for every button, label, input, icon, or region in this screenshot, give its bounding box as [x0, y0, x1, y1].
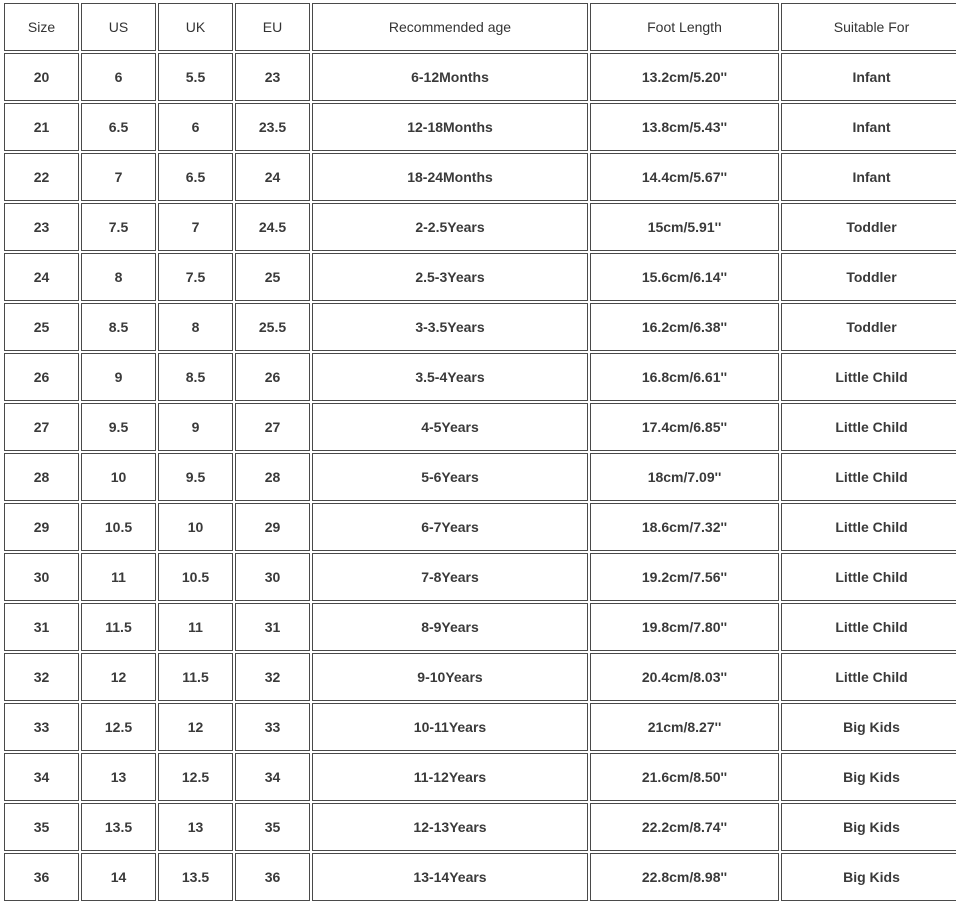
size-cell: 29: [4, 503, 79, 551]
size-cell: 32: [4, 653, 79, 701]
size-cell: 33: [4, 703, 79, 751]
table-row: [4, 603, 956, 651]
suitable-for-cell: Big Kids: [781, 703, 956, 751]
table-row: [4, 753, 956, 801]
size-cell: 20: [4, 53, 79, 101]
us-size-cell: 11.5: [81, 603, 156, 651]
table-row: [4, 803, 956, 851]
uk-size-cell: 12.5: [158, 753, 233, 801]
us-size-cell: 13: [81, 753, 156, 801]
eu-size-cell: 23: [235, 53, 310, 101]
table-row: [4, 203, 956, 251]
uk-size-cell: 13: [158, 803, 233, 851]
uk-size-cell: 7: [158, 203, 233, 251]
eu-size-cell: 35: [235, 803, 310, 851]
foot-length-cell: 18cm/7.09'': [590, 453, 779, 501]
us-size-cell: 7.5: [81, 203, 156, 251]
recommended-age-cell: 9-10Years: [312, 653, 588, 701]
eu-size-cell: 33: [235, 703, 310, 751]
recommended-age-cell: 5-6Years: [312, 453, 588, 501]
table-row: [4, 403, 956, 451]
suitable-for-cell: Little Child: [781, 503, 956, 551]
suitable-for-cell: Little Child: [781, 653, 956, 701]
us-size-cell: 10: [81, 453, 156, 501]
foot-length-cell: 16.8cm/6.61'': [590, 353, 779, 401]
uk-size-cell: 6: [158, 103, 233, 151]
table-row: [4, 53, 956, 101]
table-row: [4, 103, 956, 151]
column-header-uk: UK: [158, 3, 233, 51]
eu-size-cell: 24: [235, 153, 310, 201]
suitable-for-cell: Toddler: [781, 203, 956, 251]
size-cell: 31: [4, 603, 79, 651]
size-cell: 35: [4, 803, 79, 851]
recommended-age-cell: 13-14Years: [312, 853, 588, 901]
eu-size-cell: 29: [235, 503, 310, 551]
us-size-cell: 9.5: [81, 403, 156, 451]
foot-length-cell: 15.6cm/6.14'': [590, 253, 779, 301]
recommended-age-cell: 18-24Months: [312, 153, 588, 201]
us-size-cell: 8.5: [81, 303, 156, 351]
foot-length-cell: 21cm/8.27'': [590, 703, 779, 751]
column-header-foot-length: Foot Length: [590, 3, 779, 51]
uk-size-cell: 6.5: [158, 153, 233, 201]
suitable-for-cell: Big Kids: [781, 753, 956, 801]
recommended-age-cell: 2.5-3Years: [312, 253, 588, 301]
recommended-age-cell: 6-7Years: [312, 503, 588, 551]
header-row: [4, 3, 956, 51]
table-row: [4, 653, 956, 701]
us-size-cell: 8: [81, 253, 156, 301]
us-size-cell: 12: [81, 653, 156, 701]
column-header-recommended-age: Recommended age: [312, 3, 588, 51]
foot-length-cell: 22.2cm/8.74'': [590, 803, 779, 851]
size-cell: 21: [4, 103, 79, 151]
table-row: [4, 703, 956, 751]
uk-size-cell: 8.5: [158, 353, 233, 401]
us-size-cell: 11: [81, 553, 156, 601]
column-header-eu: EU: [235, 3, 310, 51]
uk-size-cell: 13.5: [158, 853, 233, 901]
suitable-for-cell: Infant: [781, 103, 956, 151]
eu-size-cell: 34: [235, 753, 310, 801]
uk-size-cell: 7.5: [158, 253, 233, 301]
suitable-for-cell: Infant: [781, 53, 956, 101]
recommended-age-cell: 11-12Years: [312, 753, 588, 801]
us-size-cell: 14: [81, 853, 156, 901]
foot-length-cell: 17.4cm/6.85'': [590, 403, 779, 451]
foot-length-cell: 16.2cm/6.38'': [590, 303, 779, 351]
table-row: [4, 503, 956, 551]
column-header-suitable-for: Suitable For: [781, 3, 956, 51]
table-row: [4, 303, 956, 351]
recommended-age-cell: 7-8Years: [312, 553, 588, 601]
eu-size-cell: 31: [235, 603, 310, 651]
size-cell: 24: [4, 253, 79, 301]
eu-size-cell: 32: [235, 653, 310, 701]
eu-size-cell: 30: [235, 553, 310, 601]
column-header-size: Size: [4, 3, 79, 51]
recommended-age-cell: 8-9Years: [312, 603, 588, 651]
us-size-cell: 13.5: [81, 803, 156, 851]
recommended-age-cell: 3-3.5Years: [312, 303, 588, 351]
suitable-for-cell: Big Kids: [781, 803, 956, 851]
size-cell: 30: [4, 553, 79, 601]
column-header-us: US: [81, 3, 156, 51]
table-row: [4, 353, 956, 401]
size-cell: 22: [4, 153, 79, 201]
suitable-for-cell: Little Child: [781, 403, 956, 451]
eu-size-cell: 36: [235, 853, 310, 901]
table-row: [4, 153, 956, 201]
uk-size-cell: 11.5: [158, 653, 233, 701]
eu-size-cell: 24.5: [235, 203, 310, 251]
us-size-cell: 7: [81, 153, 156, 201]
suitable-for-cell: Little Child: [781, 353, 956, 401]
foot-length-cell: 15cm/5.91'': [590, 203, 779, 251]
uk-size-cell: 10: [158, 503, 233, 551]
size-cell: 34: [4, 753, 79, 801]
foot-length-cell: 19.8cm/7.80'': [590, 603, 779, 651]
table-body: [4, 53, 956, 901]
size-chart-container: [4, 3, 952, 901]
recommended-age-cell: 10-11Years: [312, 703, 588, 751]
us-size-cell: 10.5: [81, 503, 156, 551]
foot-length-cell: 22.8cm/8.98'': [590, 853, 779, 901]
size-cell: 25: [4, 303, 79, 351]
size-chart-table: [2, 1, 956, 903]
size-cell: 36: [4, 853, 79, 901]
us-size-cell: 9: [81, 353, 156, 401]
foot-length-cell: 13.2cm/5.20'': [590, 53, 779, 101]
size-cell: 26: [4, 353, 79, 401]
foot-length-cell: 14.4cm/5.67'': [590, 153, 779, 201]
suitable-for-cell: Toddler: [781, 253, 956, 301]
recommended-age-cell: 12-13Years: [312, 803, 588, 851]
eu-size-cell: 23.5: [235, 103, 310, 151]
eu-size-cell: 26: [235, 353, 310, 401]
suitable-for-cell: Infant: [781, 153, 956, 201]
foot-length-cell: 20.4cm/8.03'': [590, 653, 779, 701]
uk-size-cell: 9: [158, 403, 233, 451]
recommended-age-cell: 4-5Years: [312, 403, 588, 451]
suitable-for-cell: Little Child: [781, 603, 956, 651]
size-cell: 28: [4, 453, 79, 501]
recommended-age-cell: 2-2.5Years: [312, 203, 588, 251]
uk-size-cell: 11: [158, 603, 233, 651]
us-size-cell: 6.5: [81, 103, 156, 151]
foot-length-cell: 13.8cm/5.43'': [590, 103, 779, 151]
foot-length-cell: 21.6cm/8.50'': [590, 753, 779, 801]
eu-size-cell: 25: [235, 253, 310, 301]
eu-size-cell: 27: [235, 403, 310, 451]
foot-length-cell: 19.2cm/7.56'': [590, 553, 779, 601]
size-cell: 27: [4, 403, 79, 451]
table-row: [4, 253, 956, 301]
uk-size-cell: 12: [158, 703, 233, 751]
suitable-for-cell: Little Child: [781, 553, 956, 601]
suitable-for-cell: Toddler: [781, 303, 956, 351]
size-cell: 23: [4, 203, 79, 251]
suitable-for-cell: Big Kids: [781, 853, 956, 901]
recommended-age-cell: 3.5-4Years: [312, 353, 588, 401]
recommended-age-cell: 12-18Months: [312, 103, 588, 151]
table-row: [4, 453, 956, 501]
uk-size-cell: 5.5: [158, 53, 233, 101]
us-size-cell: 12.5: [81, 703, 156, 751]
suitable-for-cell: Little Child: [781, 453, 956, 501]
uk-size-cell: 10.5: [158, 553, 233, 601]
eu-size-cell: 28: [235, 453, 310, 501]
us-size-cell: 6: [81, 53, 156, 101]
table-row: [4, 853, 956, 901]
eu-size-cell: 25.5: [235, 303, 310, 351]
uk-size-cell: 9.5: [158, 453, 233, 501]
table-row: [4, 553, 956, 601]
foot-length-cell: 18.6cm/7.32'': [590, 503, 779, 551]
recommended-age-cell: 6-12Months: [312, 53, 588, 101]
uk-size-cell: 8: [158, 303, 233, 351]
